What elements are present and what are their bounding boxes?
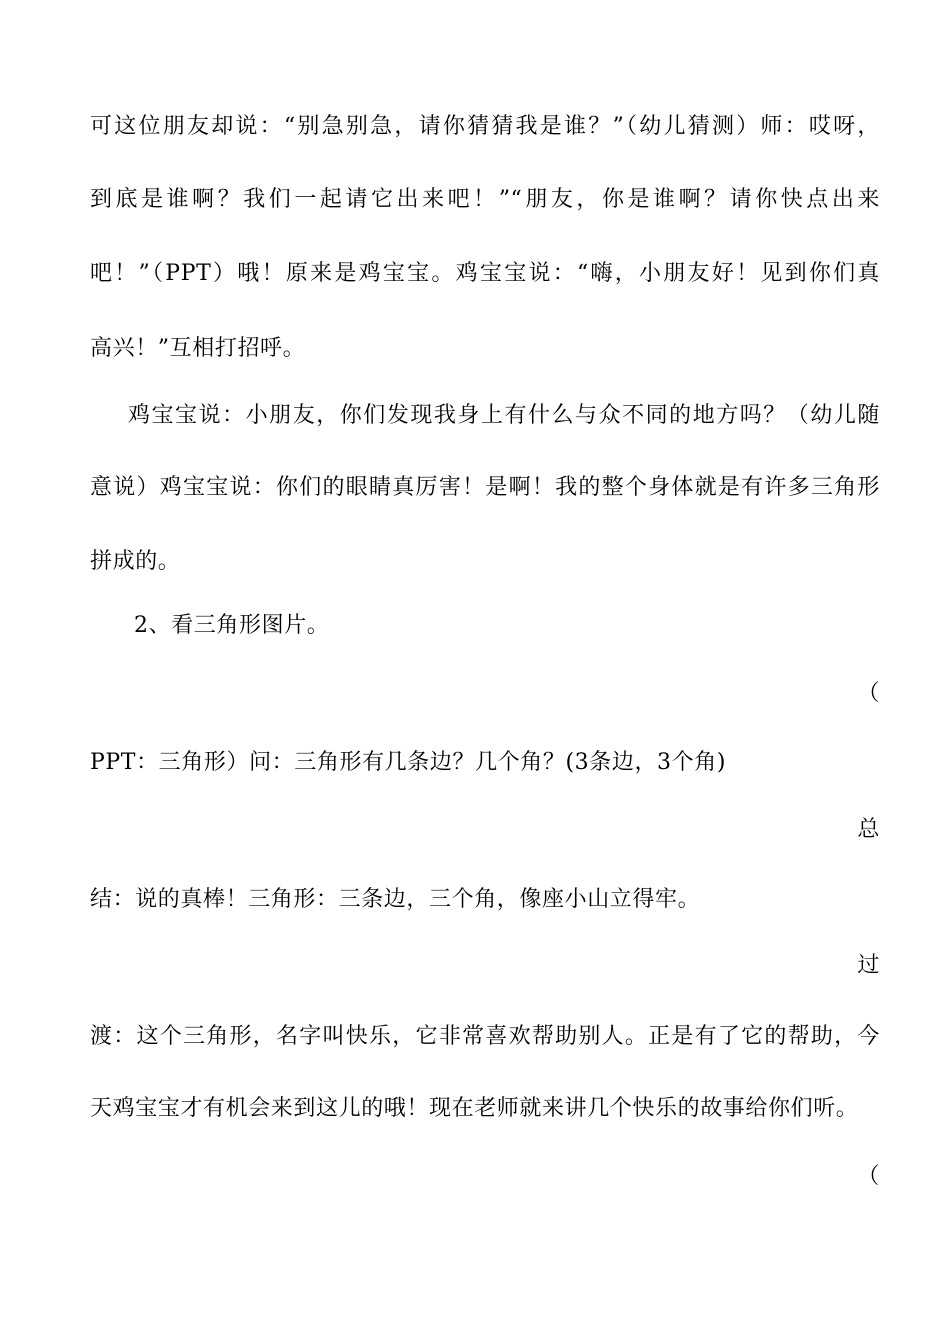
paragraph-line: 到底是谁啊？我们一起请它出来吧！”“朋友，你是谁啊？请你快点出来 bbox=[90, 187, 880, 212]
paragraph-line: （ bbox=[857, 1164, 880, 1189]
paragraph-line: 天鸡宝宝才有机会来到这儿的哦！现在老师就来讲几个快乐的故事给你们听。 bbox=[90, 1096, 859, 1121]
paragraph-line: 可这位朋友却说：“别急别急，请你猜猜我是谁？”（幼儿猜测）师：哎呀， bbox=[90, 114, 880, 139]
paragraph-line: 意说）鸡宝宝说：你们的眼睛真厉害！是啊！我的整个身体就是有许多三角形 bbox=[90, 475, 880, 500]
paragraph-line: PPT：三角形）问：三角形有几条边？几个角？(3条边，3个角) bbox=[90, 750, 727, 775]
paragraph-line: 结：说的真棒！三角形：三条边，三个角，像座小山立得牢。 bbox=[90, 887, 701, 912]
paragraph-line: 渡：这个三角形，名字叫快乐，它非常喜欢帮助别人。正是有了它的帮助，今 bbox=[90, 1024, 880, 1049]
paragraph-line: 鸡宝宝说：小朋友，你们发现我身上有什么与众不同的地方吗？（幼儿随 bbox=[128, 403, 880, 428]
section-heading: 2、看三角形图片。 bbox=[134, 613, 330, 638]
paragraph-line: 高兴！”互相打招呼。 bbox=[90, 336, 306, 361]
paragraph-line: 过 bbox=[857, 953, 880, 978]
paragraph-line: 总 bbox=[857, 817, 880, 842]
paragraph-line: （ bbox=[857, 681, 880, 706]
paragraph-line: 拼成的。 bbox=[90, 549, 181, 574]
paragraph-line: 吧！”（PPT）哦！原来是鸡宝宝。鸡宝宝说：“嗨，小朋友好！见到你们真 bbox=[90, 261, 880, 286]
